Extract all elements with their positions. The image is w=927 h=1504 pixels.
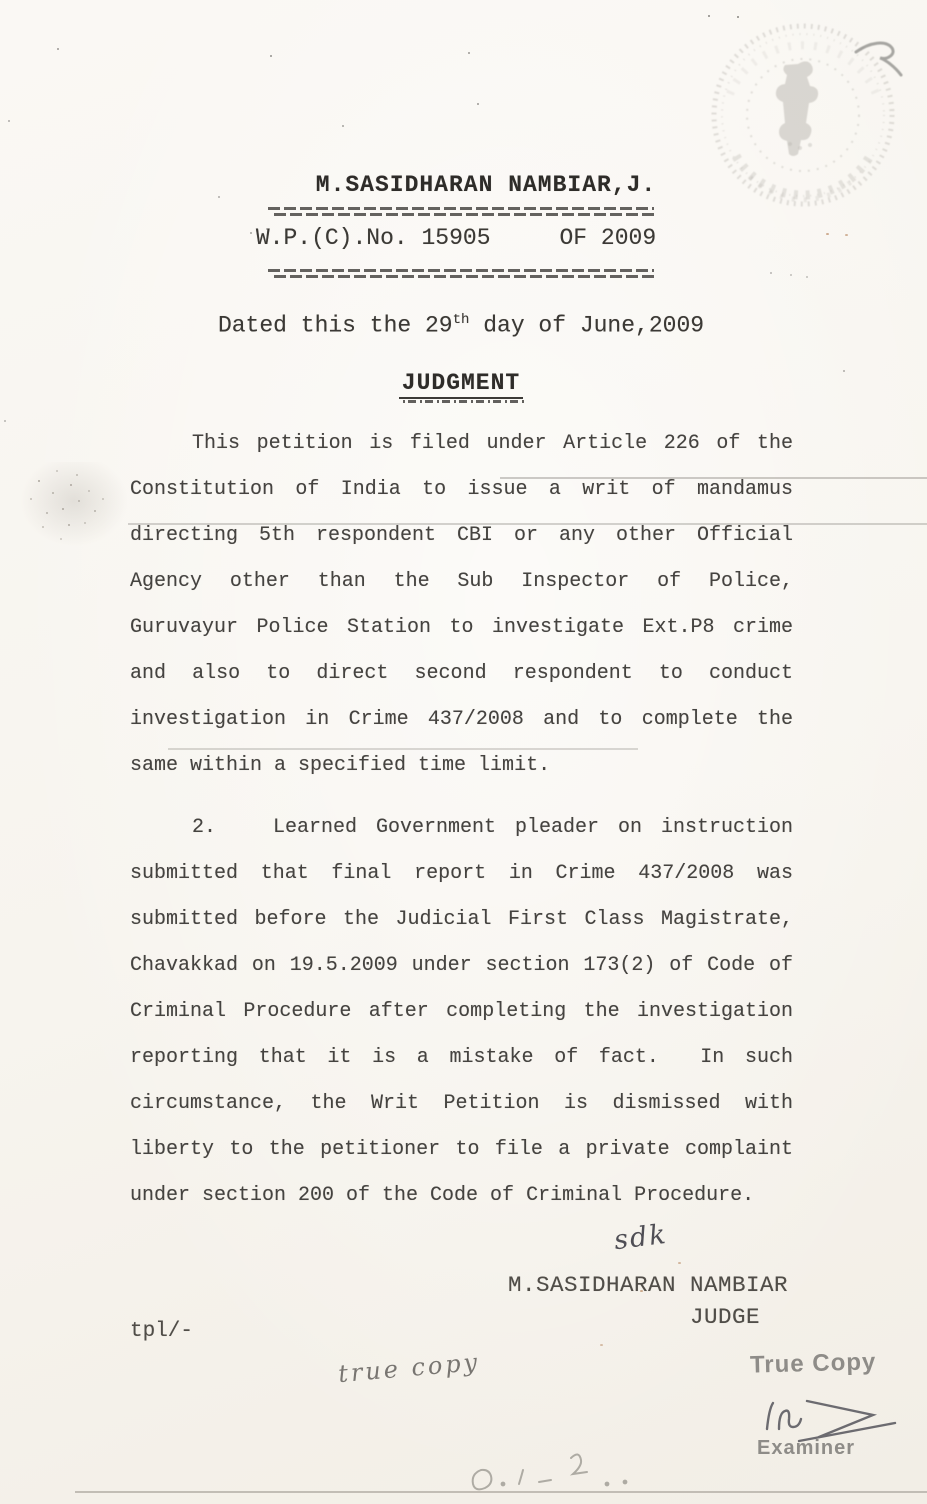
body-line: Criminal Procedure after completing the investigation bbox=[130, 1000, 793, 1023]
clerk-initials: tpl/- bbox=[130, 1320, 194, 1343]
divider-rule bbox=[268, 207, 654, 216]
body-line: Agency other than the Sub Inspector of Police, bbox=[130, 570, 793, 593]
judge-designation: JUDGE bbox=[690, 1304, 761, 1330]
body-line: reporting that it is a mistake of fact. In such bbox=[130, 1046, 793, 1069]
seal-emblem bbox=[776, 61, 818, 156]
date-line bbox=[130, 312, 792, 339]
body-line: liberty to the petitioner to file a private complaint bbox=[130, 1138, 793, 1161]
page-scan-edge bbox=[75, 1491, 927, 1493]
title-dashed-underline bbox=[403, 400, 527, 404]
judgment-title bbox=[130, 370, 792, 396]
paragraph-1 bbox=[130, 421, 793, 789]
scan-speckles bbox=[270, 55, 272, 57]
paragraph-2 bbox=[130, 805, 793, 1219]
body-line: submitted before the Judicial First Class Magistrate, bbox=[130, 908, 793, 931]
body-line: Chavakkad on 19.5.2009 under section 173(2) of Code of bbox=[130, 954, 793, 977]
handwritten-sd-mark: sdk bbox=[612, 1218, 670, 1257]
body-line: same within a specified time limit. bbox=[130, 754, 551, 777]
date-ordinal-suffix: th bbox=[452, 312, 470, 328]
partial-handwriting-marks bbox=[455, 1440, 675, 1495]
body-line: This petition is filed under Article 226 of the bbox=[192, 432, 793, 455]
examiner-stamp-label: Examiner bbox=[757, 1437, 856, 1459]
body-line: and also to direct second respondent to conduct bbox=[130, 662, 793, 685]
divider-rule bbox=[268, 269, 654, 278]
rust-speckles bbox=[826, 233, 829, 235]
body-line: investigation in Crime 437/2008 and to complete the bbox=[130, 708, 793, 731]
body-line: Guruvayur Police Station to investigate Ext.P8 crime bbox=[130, 616, 793, 639]
date-text: Dated this the 29 bbox=[217, 312, 453, 339]
body-line: submitted that final report in Crime 437/2008 was bbox=[130, 862, 793, 885]
judge-header: M.SASIDHARAN NAMBIAR,J. bbox=[315, 172, 657, 198]
true-copy-stamp: True Copy bbox=[749, 1348, 877, 1379]
judgment-title-text: JUDGMENT bbox=[399, 370, 523, 399]
body-line: Constitution of India to issue a writ of mandamus bbox=[130, 478, 793, 501]
date-text: day of June,2009 bbox=[469, 312, 705, 339]
court-seal-stamp bbox=[698, 12, 927, 222]
judge-name: M.SASIDHARAN NAMBIAR bbox=[508, 1272, 789, 1298]
body-line: under section 200 of the Code of Criminal Procedure. bbox=[130, 1184, 755, 1207]
margin-smudge bbox=[18, 462, 130, 548]
body-line: 2. Learned Government pleader on instruction bbox=[192, 816, 793, 839]
body-line: circumstance, the Writ Petition is dismissed with bbox=[130, 1092, 793, 1115]
case-number: W.P.(C).No. 15905 OF 2009 bbox=[255, 225, 657, 251]
body-line: directing 5th respondent CBI or any other Official bbox=[130, 524, 793, 547]
handwritten-true-copy-note: true copy bbox=[337, 1347, 482, 1389]
